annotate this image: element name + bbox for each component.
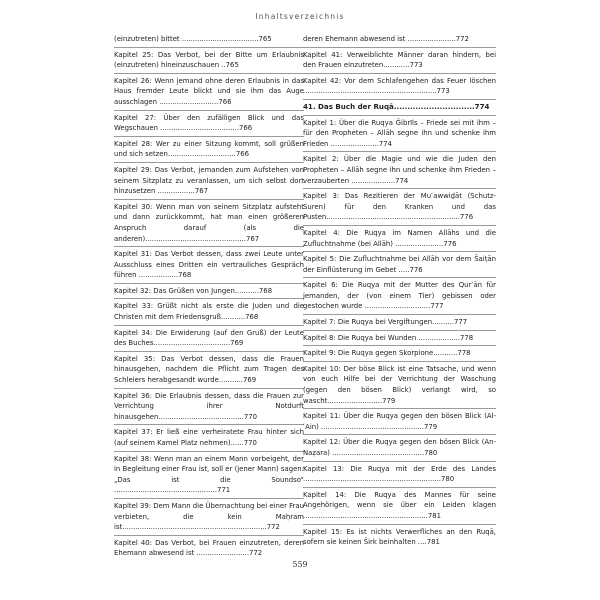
toc-entry-title: Kapitel 40: Das Verbot, bei Frauen einzutreten, deren Ehemann abwesend ist ........................ — [114, 538, 304, 558]
toc-entry-title: Kapitel 31: Das Verbot dessen, dass zwei Leute unter Ausschluss eines Dritten ein vertrauliches Gespräch führen .................. — [114, 250, 304, 280]
toc-entry-page: 766 — [235, 150, 249, 159]
toc-entry-title: Kapitel 39: Dem Mann die Übernachtung bei einer Frau verbieten, die kein Maḥram ist.................................................................. — [114, 501, 304, 532]
toc-entry-title: Kapitel 28: Wer zu einer Sitzung kommt, soll grüßen und sich setzen............................... — [114, 139, 304, 159]
toc-book-heading — [303, 100, 496, 116]
toc-entry-title: Kapitel 27: Über den zufälligen Blick und das Wegschauen .................................... — [114, 113, 304, 133]
toc-entry — [114, 284, 304, 300]
toc-entry-title: Kapitel 8: Die Ruqya bei Wunden ................... — [303, 333, 461, 342]
toc-entry-page: 772 — [455, 35, 469, 43]
toc-entry — [303, 409, 496, 435]
toc-entry — [303, 315, 496, 331]
toc-entry-title: Kapitel 3: Das Rezitieren der Muʿawwiḏāt (Schutz-Suren) für den Kranken und das Pusten............................................................. — [303, 192, 496, 222]
toc-entry-page: 779 — [423, 422, 438, 431]
toc-entry-title: Kapitel 12: Über die Ruqya gegen den bösen Blick (An-Naẓara) .......................................... — [303, 438, 496, 457]
toc-entry-page: 773 — [409, 61, 423, 70]
toc-entry-title: Kapitel 34: Die Erwiderung (auf den Gruß) der Leute des Buches................................... — [114, 328, 304, 348]
toc-entry — [303, 48, 496, 74]
toc-entry-page: 781 — [427, 511, 442, 520]
toc-entry-page: 765 — [258, 35, 272, 43]
toc-entry-title: 41. Das Buch der Ruqā.............................. — [303, 101, 475, 111]
toc-entry-page: 771 — [216, 486, 231, 495]
page-number: 559 — [292, 560, 308, 569]
toc-entry-title: Kapitel 15: Es ist nichts Verwerfliches an den Ruqā, sofern sie keinen Širk beinhalten .... — [303, 527, 496, 547]
toc-entry-title: Kapitel 11: Über die Ruqya gegen den bösen Blick (Al-ʿAin) ............................................... — [303, 412, 496, 431]
toc-entry-page: 774 — [395, 176, 409, 185]
toc-entry — [303, 462, 496, 488]
toc-entry-title: Kapitel 38: Wenn man an einem Mann vorbeigeht, der in Begleitung einer Frau ist, soll er (jener Mann) sagen: „Das ist die Soundso“ ............................................... — [114, 454, 304, 495]
toc-entry-page: 768 — [245, 313, 259, 322]
toc-entry-title: Kapitel 30: Wenn man von seinem Sitzplatz aufsteht und dann zurückkommt, hat man einen größeren Anspruch darauf (als die anderen).............................................. — [114, 202, 304, 243]
toc-entry-title: Kapitel 42: Vor dem Schlafengehen das Feuer löschen ............................................................. — [303, 76, 496, 96]
toc-entry-page: 768 — [258, 286, 273, 295]
toc-entry — [303, 226, 496, 252]
toc-entry — [114, 425, 304, 451]
toc-entry-page: 772 — [266, 523, 280, 532]
toc-entry-page: 767 — [194, 187, 208, 196]
toc-entry-page: 776 — [459, 213, 474, 222]
toc-entry — [303, 331, 496, 347]
toc-entry-title: Kapitel 29: Das Verbot, jemanden zum Aufstehen von seinem Sitzplatz zu veranlassen, um sich selbst dort hinzusetzen ................. — [114, 165, 304, 196]
toc-entry-page: 777 — [430, 302, 444, 311]
toc-entry — [114, 34, 304, 48]
toc-entry-page: 770 — [243, 412, 257, 421]
toc-entry-title: Kapitel 35: Das Verbot dessen, dass die Frauen hinausgehen, nachdem die Pflicht zum Tragen des Schleiers herabgesandt wurde........... — [114, 354, 304, 385]
toc-entry — [114, 48, 304, 74]
toc-entry — [114, 499, 304, 536]
toc-entry-page: 772 — [249, 549, 263, 558]
toc-entry — [114, 352, 304, 389]
toc-entry-title: Kapitel 1: Über die Ruqya Ǧibrīls – Friede sei mit ihm – für den Propheten – Allāh segne ihn und schenke ihm Frieden ...................... — [303, 118, 496, 148]
toc-entry-page: 778 — [460, 333, 474, 342]
toc-entry-title: Kapitel 2: Über die Magie und wie die Juden den Propheten – Allāh segne ihn und schenke ihm Frieden – verzauberten .................... — [303, 155, 496, 185]
toc-entry-title: Kapitel 5: Die Zufluchtnahme bei Allāh vor dem Šaiṭān der Einflüsterung im Gebet ..... — [303, 255, 496, 274]
toc-entry-page: 765 — [225, 61, 239, 70]
toc-entry-page: 779 — [382, 396, 396, 405]
toc-entry — [303, 362, 496, 409]
toc-entry — [303, 488, 496, 525]
toc-entry — [303, 34, 496, 48]
toc-entry-page: 774 — [474, 101, 490, 111]
toc-entry-title: Kapitel 14: Die Ruqya des Mannes für seine Angehörigen, wenn sie über ein Leiden klagen ......................................................... — [303, 490, 496, 520]
toc-entry-title: Kapitel 6: Die Ruqya mit der Mutter des Qurʾān für jemanden, der (von einem Tier) gebissen oder gestochen wurde .............................. — [303, 281, 496, 311]
toc-entry — [303, 525, 496, 550]
toc-entry — [303, 152, 496, 189]
toc-entry-page: 780 — [441, 475, 455, 484]
toc-entry-title: Kapitel 37: Er ließ eine verheiratete Frau hinter sich (auf seinem Kamel Platz nehmen)...... — [114, 428, 304, 447]
toc-entry-title: Kapitel 25: Das Verbot, bei der Bitte um Erlaubnis (einzutreten) hineinzuschauen .. — [114, 50, 304, 70]
toc-entry-page: 766 — [239, 124, 253, 133]
toc-entry-page: 773 — [436, 87, 450, 96]
toc-entry-page: 768 — [178, 271, 192, 280]
toc-entry-title: (einzutreten) bittet ................................... — [114, 35, 259, 43]
toc-entry-page: 774 — [378, 139, 392, 148]
toc-entry — [303, 435, 496, 461]
toc-entry-page: 769 — [230, 339, 244, 348]
toc-entry — [114, 163, 304, 200]
toc-entry-page: 767 — [245, 234, 260, 243]
toc-entry — [303, 74, 496, 100]
toc-entry — [114, 137, 304, 163]
toc-entry — [114, 299, 304, 325]
toc-entry-title: Kapitel 32: Das Grüßen von Jungen........... — [114, 286, 259, 295]
toc-entry — [114, 326, 304, 352]
toc-entry-title: Kapitel 10: Der böse Blick ist eine Tatsache, und wenn von euch Hilfe bei der Verrichtung der Waschung (gegen den bösen Blick) verlangt wird, so wascht......................... — [303, 364, 496, 405]
toc-entry-title: Kapitel 36: Die Erlaubnis dessen, dass die Frauen zur Verrichtung ihrer Notdurft hinausgehen....................................... — [114, 391, 304, 421]
toc-entry-page: 776 — [409, 265, 423, 274]
toc-entry — [114, 452, 304, 499]
toc-entry — [114, 247, 304, 284]
toc-entry-page: 777 — [453, 318, 468, 327]
toc-right-column — [303, 34, 496, 550]
toc-entry-title: deren Ehemann abwesend ist ...................... — [303, 35, 456, 43]
toc-entry-page: 781 — [426, 538, 440, 547]
toc-entry-title: Kapitel 13: Die Ruqya mit der Erde des Landes ............................................................... — [303, 464, 496, 484]
toc-entry — [114, 200, 304, 247]
toc-entry-page: 776 — [443, 239, 457, 248]
toc-entry-page: 778 — [457, 349, 471, 358]
toc-entry-title: Kapitel 33: Grüßt nicht als erste die Juden und die Christen mit dem Friedensgruß........... — [114, 302, 304, 322]
toc-entry-page: 770 — [243, 439, 257, 447]
toc-entry — [114, 389, 304, 426]
toc-entry-title: Kapitel 7: Die Ruqya bei Vergiftungen.......... — [303, 318, 454, 327]
toc-entry-title: Kapitel 4: Die Ruqya im Namen Allāhs und die Zufluchtnahme (bei Allāh) ...................... — [303, 228, 496, 248]
toc-entry-page: 780 — [424, 449, 438, 457]
toc-entry-page: 766 — [218, 97, 232, 106]
toc-entry — [303, 116, 496, 153]
toc-entry — [303, 189, 496, 226]
toc-entry-title: Kapitel 9: Die Ruqya gegen Skorpione........... — [303, 349, 458, 358]
toc-entry-page: 769 — [242, 376, 257, 385]
running-head: Inhaltsverzeichnis — [255, 12, 345, 21]
toc-entry-title: Kapitel 26: Wenn jemand ohne deren Erlaubnis in das Haus fremder Leute blickt und sie ihm das Auge ausschlagen ........................... — [114, 76, 304, 106]
toc-entry — [303, 252, 496, 278]
toc-entry — [114, 536, 304, 561]
toc-entry — [303, 346, 496, 362]
toc-entry-title: Kapitel 41: Verweiblichte Männer daran hindern, bei den Frauen einzutreten............ — [303, 50, 496, 70]
toc-entry — [114, 111, 304, 137]
toc-entry — [303, 278, 496, 315]
toc-left-column — [114, 34, 304, 561]
toc-entry — [114, 74, 304, 111]
